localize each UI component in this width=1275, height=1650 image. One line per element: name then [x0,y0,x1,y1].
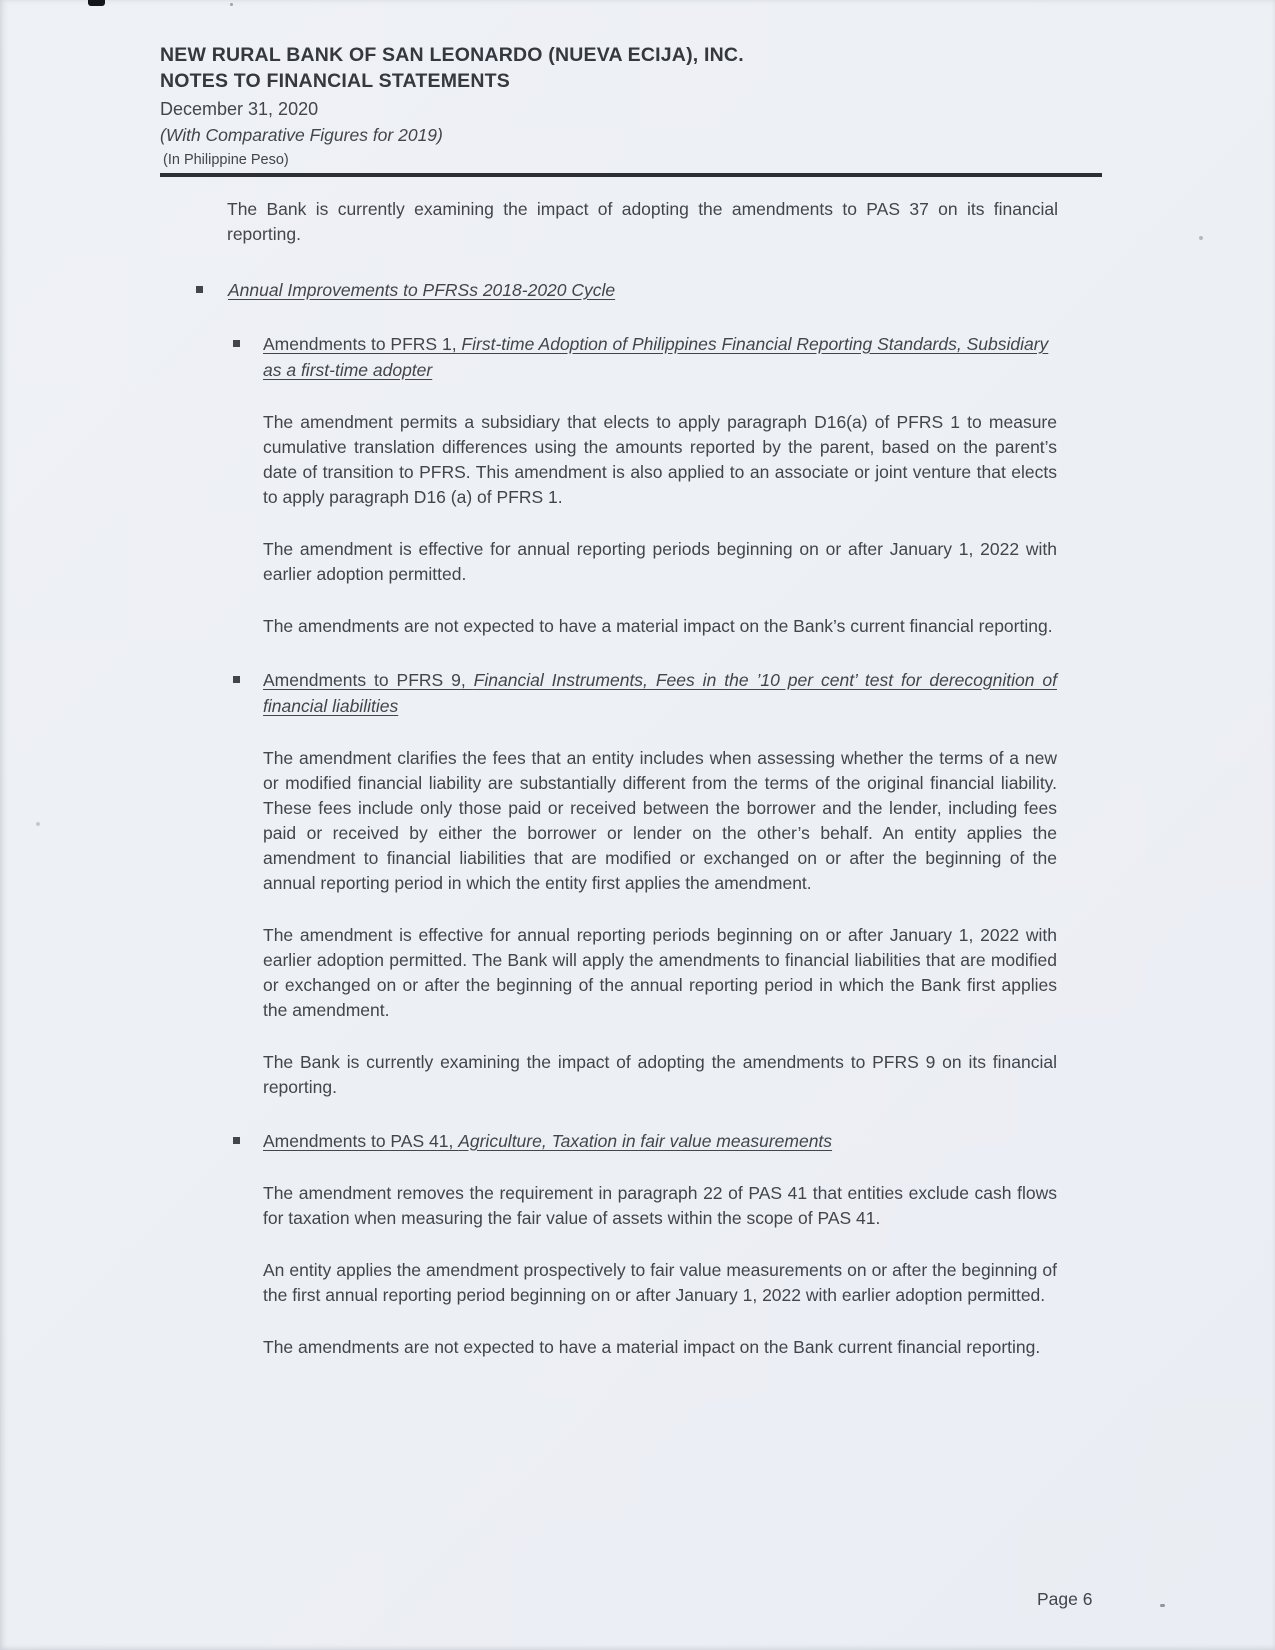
intro-paragraph: The Bank is currently examining the impact of adopting the amendments to PAS 37 on its financial reporting. [227,199,1058,244]
paragraph-pas41-1: The amendment removes the requirement in paragraph 22 of PAS 41 that entities exclude cash flows for taxation when measuring the fair value of assets within the scope of PAS 41. [263,1183,1057,1228]
square-bullet-icon [196,286,203,293]
square-bullet-icon [233,340,240,347]
scan-speck [230,3,233,6]
paragraph-pfrs1-1: The amendment permits a subsidiary that elects to apply paragraph D16(a) of PFRS 1 to measure cumulative translation differences using the amounts reported by the parent, based on the parent’s date of transition to PFRS. This amendment is also applied to an associate or joint venture that elects to apply paragraph D16 (a) of PFRS 1. [263,412,1057,507]
document-header [160,42,1275,170]
subsection-pfrs9 [233,667,1275,719]
paragraph-pfrs1-3: The amendments are not expected to have a material impact on the Bank’s current financial reporting. [263,616,1053,636]
paragraph-pfrs9-3: The Bank is currently examining the impact of adopting the amendments to PFRS 9 on its financial reporting. [263,1052,1057,1097]
document-title: NOTES TO FINANCIAL STATEMENTS [160,70,510,92]
square-bullet-icon [233,676,240,683]
page-number: Page 6 [1037,1589,1093,1609]
subsection-pas41 [233,1128,1275,1154]
header-rule [160,173,1102,177]
heading-plain-text: Amendments to PAS 41, [263,1131,459,1151]
heading-italic-text: Financial Instruments, Fees in the ’10 per cent’ test for derecognition of financial liabilities [263,670,1057,716]
currency-note: (In Philippine Peso) [163,152,289,168]
paragraph-pfrs9-1: The amendment clarifies the fees that an entity includes when assessing whether the terms of a new or modified financial liability are substantially different from the terms of the original financial liability. These fees include only those paid or received between the borrower and the lender, including fees paid or received by either the borrower or lender on the other’s behalf. An entity applies the amendment to financial liabilities that are modified or exchanged on or after the beginning of the annual reporting period in which the entity first applies the amendment. [263,748,1057,893]
comparative-figures-note: (With Comparative Figures for 2019) [160,125,443,145]
heading-plain-text: Amendments to PFRS 9, [263,670,474,690]
subsection-heading-pas41 [263,1128,1057,1154]
heading-italic-text: Agriculture, Taxation in fair value measurements [458,1131,833,1151]
report-date: December 31, 2020 [160,99,319,119]
section-annual-improvements [196,277,1275,303]
section-heading-annual-improvements: Annual Improvements to PFRSs 2018-2020 Cycle [228,280,616,300]
subsection-heading-pfrs1 [263,331,1057,383]
paragraph-pfrs9-2: The amendment is effective for annual reporting periods beginning on or after January 1, 2022 with earlier adoption permitted. The Bank will apply the amendments to financial liabilities that are modified or exchanged on or after the beginning of the annual reporting period in which the Bank first applies the amendment. [263,925,1057,1020]
paragraph-pas41-2: An entity applies the amendment prospectively to fair value measurements on or after the beginning of the first annual reporting period beginning on or after January 1, 2022 with earlier adoption permitted. [263,1260,1057,1305]
subsection-pfrs1 [233,331,1275,383]
heading-italic-text: First-time Adoption of Philippines Financial Reporting Standards, Subsidiary as a first-time adopter [263,334,1049,380]
scan-speck [1160,1604,1165,1607]
paragraph-pas41-3: The amendments are not expected to have a material impact on the Bank current financial reporting. [263,1337,1041,1357]
bank-name: NEW RURAL BANK OF SAN LEONARDO (NUEVA ECIJA), INC. [160,44,744,66]
scan-speck [1199,236,1203,240]
heading-plain-text: Amendments to PFRS 1, [263,334,462,354]
paragraph-pfrs1-2: The amendment is effective for annual reporting periods beginning on or after January 1, 2022 with earlier adoption permitted. [263,539,1057,584]
square-bullet-icon [233,1137,240,1144]
scan-artifact-mark [88,0,105,6]
subsection-heading-pfrs9 [263,667,1057,719]
scan-speck [36,822,40,826]
